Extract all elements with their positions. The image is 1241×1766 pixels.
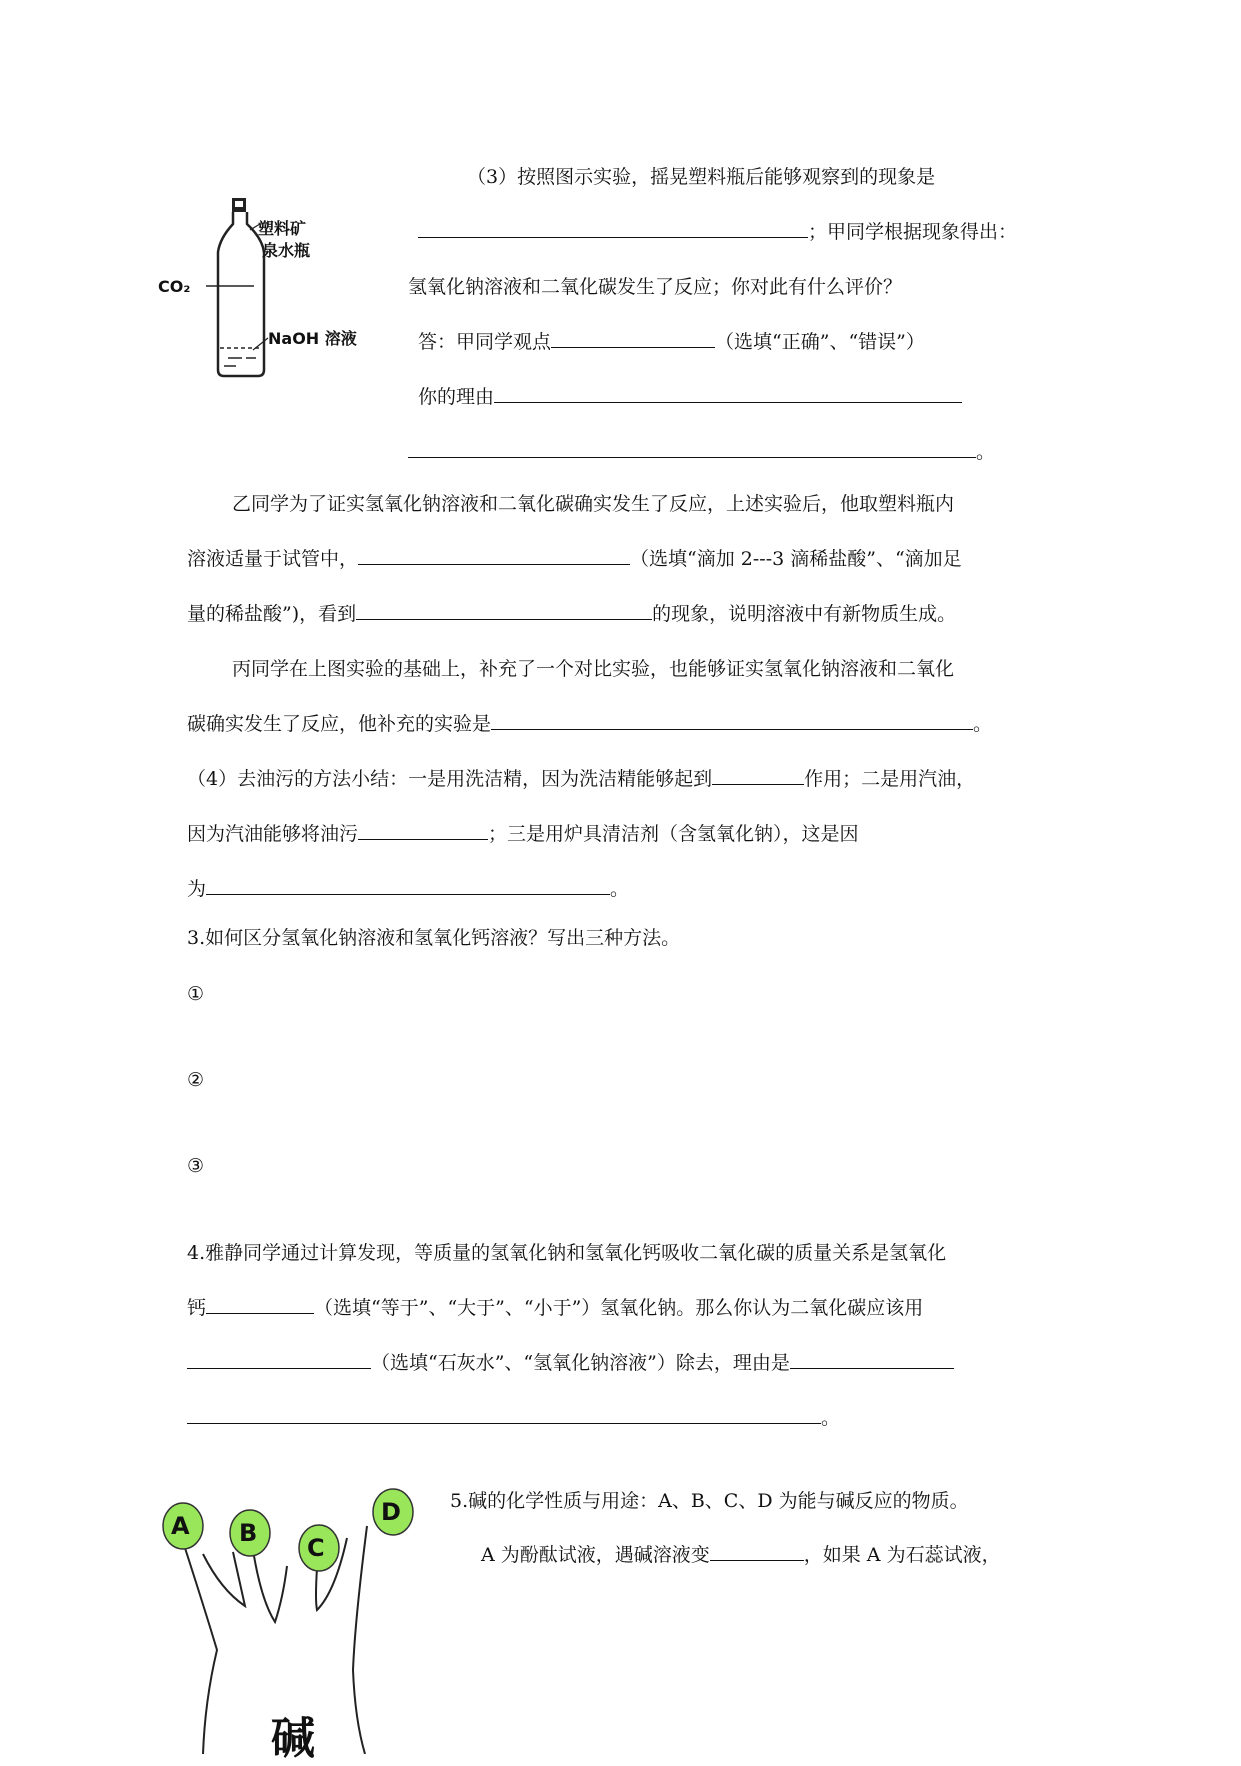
answer-blank[interactable] [187, 1405, 821, 1424]
q3-line5-prefix: 你的理由 [418, 386, 495, 408]
q3-line3 [408, 274, 902, 300]
question-4-line3 [187, 1350, 954, 1376]
yi-line2-prefix: 溶液适量于试管中， [187, 548, 359, 570]
q3-line5 [418, 384, 962, 410]
answer-blank[interactable] [418, 219, 808, 238]
answer-blank[interactable] [491, 711, 973, 730]
q4part-line1 [187, 766, 975, 792]
q3-line4-suffix: （选填“正确”、“错误”） [715, 331, 925, 353]
answer-blank[interactable] [712, 766, 804, 785]
q3-line1-text: （3）按照图示实验，摇晃塑料瓶后能够观察到的现象是 [467, 166, 936, 188]
base-hand-figure [155, 1480, 435, 1764]
question-4-line2 [187, 1295, 923, 1321]
q3-line2-text: ；甲同学根据现象得出： [808, 221, 1018, 243]
yi-line3 [187, 601, 956, 627]
q3-line6 [408, 439, 995, 465]
question-3-title-text: 3.如何区分氢氧化钠溶液和氢氧化钙溶液？写出三种方法。 [187, 927, 681, 949]
bing-line2 [187, 711, 992, 737]
question-4-line2-suffix: （选填“等于”、“大于”、“小于”）氢氧化钠。那么你认为二氧化碳应该用 [314, 1297, 924, 1319]
q3-line2 [418, 219, 1017, 245]
question-4-line2-prefix: 钙 [187, 1297, 207, 1319]
q4part-line3-suffix: 。 [610, 878, 630, 900]
answer-blank[interactable] [710, 1542, 804, 1561]
question-3-title [187, 925, 680, 951]
answer-blank[interactable] [358, 546, 630, 565]
question-5-line2 [481, 1542, 1001, 1568]
yi-line2 [187, 546, 962, 572]
yi-line2-suffix: （选填“滴加 2---3 滴稀盐酸”、“滴加足 [630, 548, 962, 570]
q3-line1 [467, 164, 935, 190]
yi-line3-prefix: 量的稀盐酸”)，看到 [187, 603, 357, 625]
method-1-marker: ① [187, 983, 205, 1005]
method-2-marker: ② [187, 1069, 205, 1091]
q4part-line3-prefix: 为 [187, 878, 207, 900]
method-2 [187, 1067, 204, 1093]
answer-blank[interactable] [790, 1350, 954, 1369]
answer-blank[interactable] [187, 1350, 371, 1369]
question-5-line2-prefix: A 为酚酞试液，遇碱溶液变 [481, 1544, 710, 1566]
answer-blank[interactable] [551, 329, 715, 348]
co2-label: CO₂ [158, 277, 191, 296]
yi-line3-suffix: 的现象，说明溶液中有新物质生成。 [652, 603, 957, 625]
method-3-marker: ③ [187, 1155, 205, 1177]
question-5-line1-text: 5.碱的化学性质与用途：A、B、C、D 为能与碱反应的物质。 [450, 1490, 969, 1512]
answer-blank[interactable] [356, 601, 652, 620]
ball-b-label: B [239, 1519, 258, 1547]
method-3 [187, 1153, 204, 1179]
bottle-figure [150, 190, 390, 390]
q3-line4 [418, 329, 925, 355]
question-4-line1 [187, 1240, 946, 1266]
answer-blank[interactable] [494, 384, 962, 403]
naoh-label: NaOH 溶液 [268, 329, 357, 348]
q4part-line2-suffix: ；三是用炉具清洁剂（含氢氧化钠），这是因 [488, 823, 859, 845]
answer-blank[interactable] [408, 439, 976, 458]
bing-line1-text: 丙同学在上图实验的基础上，补充了一个对比实验，也能够证实氢氧化钠溶液和二氧化 [232, 658, 955, 680]
question-5-line1 [450, 1488, 969, 1514]
q4part-line1-suffix: 作用；二是用汽油， [804, 768, 976, 790]
yi-line1 [232, 491, 954, 517]
answer-blank[interactable] [206, 876, 610, 895]
bing-line1 [232, 656, 954, 682]
q4part-line3 [187, 876, 629, 902]
q4part-line2-prefix: 因为汽油能够将油污 [187, 823, 359, 845]
question-5-line2-suffix: ，如果 A 为石蕊试液， [803, 1544, 1001, 1566]
question-4-line4 [187, 1405, 840, 1431]
q3-line6-suffix: 。 [976, 441, 996, 463]
q3-line3-text: 氢氧化钠溶液和二氧化碳发生了反应；你对此有什么评价？ [408, 276, 903, 298]
ball-d-label: D [381, 1498, 401, 1526]
bottle-label-line1: 塑料矿 [258, 219, 307, 238]
bing-line2-suffix: 。 [973, 713, 993, 735]
yi-line1-text: 乙同学为了证实氢氧化钠溶液和二氧化碳确实发生了反应，上述实验后，他取塑料瓶内 [232, 493, 955, 515]
question-4-line4-suffix: 。 [821, 1407, 841, 1429]
q3-line4-prefix: 答：甲同学观点 [418, 331, 552, 353]
q4part-line1-prefix: （4）去油污的方法小结：一是用洗洁精，因为洗洁精能够起到 [187, 768, 713, 790]
q4part-line2 [187, 821, 859, 847]
bing-line2-prefix: 碳确实发生了反应，他补充的实验是 [187, 713, 492, 735]
method-1 [187, 981, 204, 1007]
question-4-line1-text: 4.雅静同学通过计算发现，等质量的氢氧化钠和氢氧化钙吸收二氧化碳的质量关系是氢氧化 [187, 1242, 947, 1264]
question-4-line3-text: （选填“石灰水”、“氢氧化钠溶液”）除去，理由是 [371, 1352, 790, 1374]
answer-blank[interactable] [206, 1295, 314, 1314]
ball-a-label: A [171, 1512, 190, 1540]
ball-c-label: C [307, 1534, 325, 1562]
palm-label: 碱 [271, 1713, 315, 1764]
bottle-label-line2: 泉水瓶 [262, 241, 311, 260]
answer-blank[interactable] [358, 821, 488, 840]
